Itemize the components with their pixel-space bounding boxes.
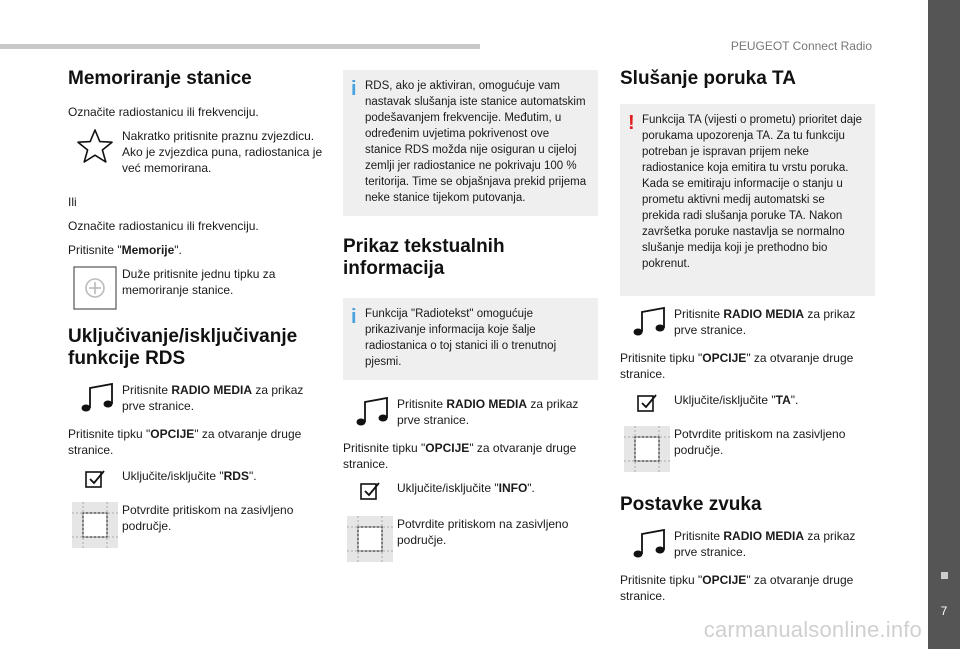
paragraph: Pritisnite "Memorije". — [68, 242, 182, 257]
checkbox-icon — [620, 392, 674, 414]
checkbox-icon — [68, 468, 122, 490]
paragraph: Pritisnite tipku "OPCIJE" za otvaranje druge stranice. — [620, 572, 854, 603]
music-note-icon — [620, 306, 674, 338]
music-note-icon — [68, 382, 122, 414]
header-title: PEUGEOT Connect Radio — [730, 39, 872, 53]
instruction-checkbox — [68, 468, 326, 490]
plus-box-icon — [68, 266, 122, 310]
paragraph: Označite radiostanicu ili frekvenciju. — [68, 218, 259, 233]
instruction-text: Duže pritisnite jednu tipku za memoriranje stanice. — [122, 266, 276, 297]
paragraph: Pritisnite tipku "OPCIJE" za otvaranje druge stranice. — [620, 350, 854, 381]
section-title-zvuk: Postavke zvuka — [620, 493, 762, 515]
grey-area-icon — [343, 516, 397, 562]
grey-area-icon — [68, 502, 122, 548]
checkbox-icon — [343, 480, 397, 502]
instruction-text: Uključite/isključite "RDS". — [122, 468, 257, 483]
instruction-confirm — [68, 502, 326, 548]
instruction-star — [68, 128, 326, 176]
instruction-confirm — [620, 426, 875, 472]
info-icon: i — [351, 305, 357, 328]
instruction-checkbox — [620, 392, 875, 414]
instruction-text: Nakratko pritisnite praznu zvjezdicu. Ako je zvjezdica puna, radiostanica je već memorirana. — [122, 128, 323, 175]
instruction-text: Pritisnite RADIO MEDIA za prikaz prve stranice. — [674, 306, 856, 337]
instruction-checkbox — [343, 480, 598, 502]
instruction-text: Pritisnite RADIO MEDIA za prikaz prve stranice. — [674, 528, 856, 559]
section-title-ta: Slušanje poruka TA — [620, 68, 796, 89]
column-3 — [620, 60, 875, 604]
column-2 — [343, 60, 598, 562]
instruction-text: Pritisnite RADIO MEDIA za prikaz prve stranice. — [122, 382, 304, 413]
paragraph: Pritisnite tipku "OPCIJE" za otvaranje druge stranice. — [68, 426, 302, 457]
instruction-radio-media — [620, 306, 875, 338]
paragraph: Pritisnite tipku "OPCIJE" za otvaranje druge stranice. — [343, 440, 577, 471]
instruction-text: Potvrdite pritiskom na zasivljeno područje. — [397, 516, 569, 547]
warning-box-ta: ! Funkcija TA (vijesti o prometu) prioritet daje porukama upozorenja TA. Za tu funkciju potreban je ispravan prijem neke radiostanice koja emitira tu vrstu poruka. Kada se emitiraju informacije o stanju u prometu aktivni medij automatski se prekida radi slušanja poruke TA. Nakon završetka poruke nastavlja se normalno slušanje medija koji je prethodno bio pokrenut. — [620, 104, 875, 296]
page-sidebar — [928, 0, 960, 649]
star-icon — [68, 128, 122, 164]
page-marker — [941, 572, 948, 579]
instruction-text: Potvrdite pritiskom na zasivljeno područje. — [674, 426, 846, 457]
info-icon: i — [351, 78, 357, 100]
instruction-text: Uključite/isključite "INFO". — [397, 480, 535, 495]
column-1 — [68, 60, 326, 548]
instruction-text: Potvrdite pritiskom na zasivljeno područje. — [122, 502, 294, 533]
section-title-memoriranje: Memoriranje stanice — [68, 68, 252, 89]
instruction-radio-media — [343, 396, 598, 428]
section-title-prikaz: Prikaz tekstualnih informacija — [343, 236, 505, 279]
music-note-icon — [343, 396, 397, 428]
instruction-text: Uključite/isključite "TA". — [674, 392, 799, 407]
page-number: 7 — [940, 604, 948, 618]
music-note-icon — [620, 528, 674, 560]
instruction-plus — [68, 266, 326, 310]
grey-area-icon — [620, 426, 674, 472]
instruction-text: Pritisnite RADIO MEDIA za prikaz prve stranice. — [397, 396, 579, 427]
instruction-confirm — [343, 516, 598, 562]
info-box-rds: i RDS, ako je aktiviran, omogućuje vam nastavak slušanja iste stanice automatskim podešavanjem frekvencije. Međutim, u određenim uvjetima pokrivenost ove stanice RDS možda nije osiguran u cijeloj zemlji jer radiostanice ne pokrivaju 100 % teritorija. Time se objašnjava prekid prijema neke stanice tijekom putovanja. — [343, 70, 598, 216]
paragraph: Ili — [68, 194, 77, 209]
instruction-radio-media — [68, 382, 326, 414]
warning-icon: ! — [628, 111, 635, 134]
section-title-rds: Uključivanje/isključivanje funkcije RDS — [68, 325, 298, 369]
instruction-radio-media — [620, 528, 875, 560]
header-rule — [0, 44, 480, 49]
paragraph: Označite radiostanicu ili frekvenciju. — [68, 104, 259, 119]
info-box-radiotekst: i Funkcija "Radiotekst" omogućuje prikazivanje informacija koje šalje radiostanica o toj stanici ili o trenutnoj pjesmi. — [343, 298, 598, 380]
watermark: carmanualsonline.info — [703, 617, 922, 642]
